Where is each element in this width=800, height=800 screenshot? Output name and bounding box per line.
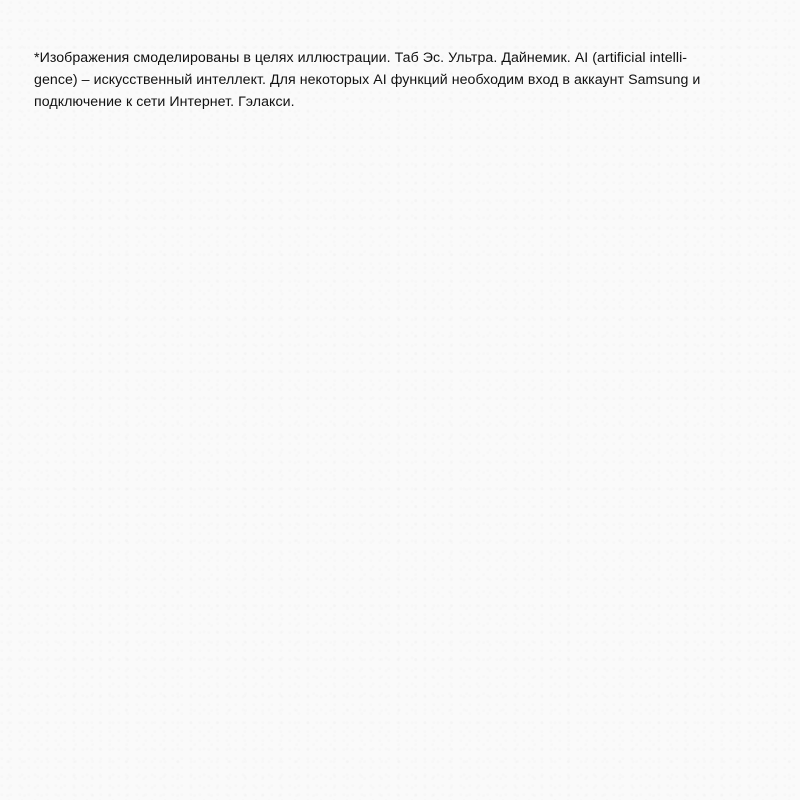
disclaimer-text (34, 47, 774, 113)
disclaimer-line: gence) – искусственный интеллект. Для некоторых AI функций необходим вход в аккаунт Samsung и (34, 72, 701, 88)
disclaimer-line: подключение к сети Интернет. Гэлакси. (34, 94, 295, 110)
disclaimer-line: *Изображения смоделированы в целях иллюстрации. Таб Эс. Ультра. Дайнемик. AI (artificial intelli- (34, 50, 688, 66)
